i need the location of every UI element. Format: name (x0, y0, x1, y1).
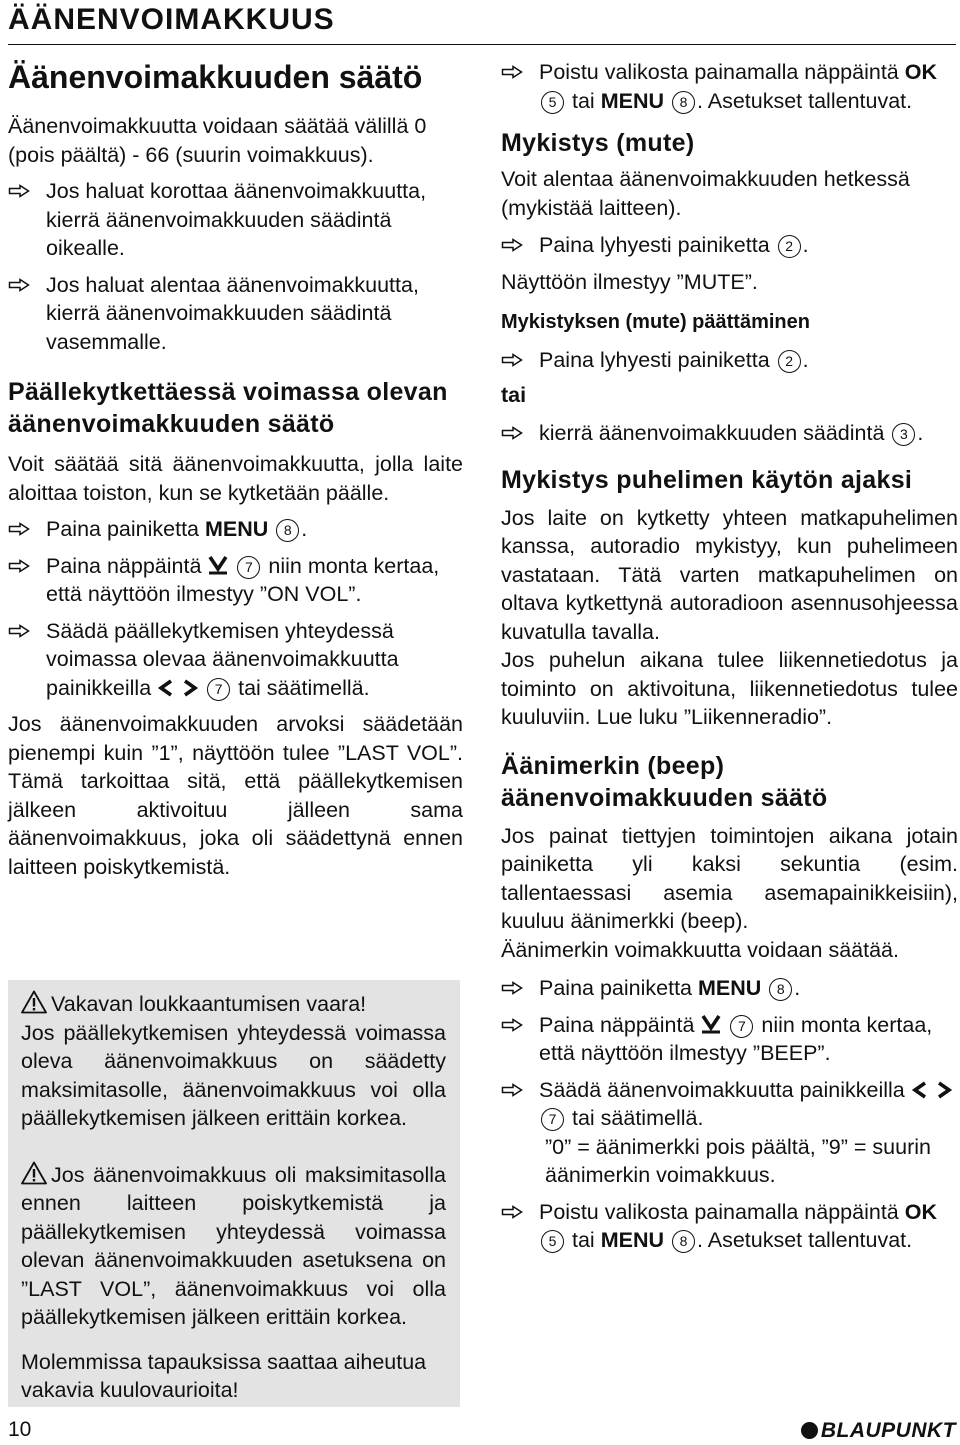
section-title-unmute: Mykistyksen (mute) päättäminen (501, 311, 810, 333)
step-text: Jos haluat korottaa äänenvoimakkuutta, kierrä äänenvoimakkuuden säädintä oikealle. (46, 179, 427, 260)
arrow-left-right-keys-icon (157, 678, 199, 698)
warning-text-last-vol (21, 1161, 446, 1332)
warning-triangle-icon (21, 990, 47, 1014)
arrow-right-outline-icon (8, 624, 30, 638)
warning-heading (21, 990, 446, 1019)
step-text: . (301, 517, 308, 541)
arrow-left-right-keys-icon (911, 1080, 953, 1100)
step-text: . (802, 348, 809, 372)
volume-range-intro: Äänenvoimakkuutta voidaan säätää välillä 0 (pois päältä) - 66 (suurin voimakkuus). (8, 114, 427, 167)
step-text: Paina lyhyesti painiketta (539, 348, 770, 372)
menu-key-label: MENU (697, 976, 762, 1000)
mute-display-text: Näyttöön ilmestyy ”MUTE”. (501, 269, 758, 294)
step-text: niin monta kertaa, että näyttöön ilmestyy ”BEEP”. (539, 1012, 933, 1065)
brand-name: BLAUPUNKT (820, 1419, 956, 1442)
phone-traffic-text: Jos puhelun aikana tulee liikennetiedotus ja toiminto on aktivoituna, liikennetiedotus tulee kuuluviin. Lue luku ”Liikenneradio”. (501, 648, 958, 729)
page-number: 10 (8, 1418, 32, 1441)
step-text: tai säätimellä. (238, 675, 370, 700)
step-text: Säädä päällekytkemisen yhteydessä voimassa olevaa äänenvoimakkuutta painikkeilla (46, 618, 399, 700)
key-number-badge: 5 (541, 1230, 564, 1253)
phone-mute-text: Jos laite on kytketty yhteen matkapuhelimen kanssa, autoradio mykistyy, kun puhelimeen vastataan. Tätä varten matkapuhelimen on oltava kytkettynä autoradioon asennusohjeessa kuvatulla tavalla. (501, 505, 958, 644)
key-number-badge: 5 (541, 91, 564, 114)
step-press-menu (8, 515, 463, 544)
beep-intro: Jos painat tiettyjen toimintojen aikana jotain painiketta yli kaksi sekuntia (esim. tallentaessasi asemia asemapainikkeisiin), kuuluu äänimerkki (beep). (501, 823, 958, 933)
step-text: Paina painiketta (539, 976, 692, 1000)
warning-text-max-level: Jos päällekytkemisen yhteydessä voimassa oleva äänenvoimakkuus on säädetty maksimitasolle, äänenvoimakkuus voi olla päällekytkemisen jälkeen erittäin korkea. (21, 1020, 446, 1130)
step-increase-volume (8, 177, 463, 263)
step-text: . (917, 421, 924, 445)
step-text: Paina näppäintä (46, 553, 202, 578)
mute-intro: Voit alentaa äänenvoimakkuuden hetkessä (mykistää laitteen). (501, 167, 910, 220)
step-beep-press-menu (501, 974, 958, 1003)
arrow-down-key-icon (207, 554, 229, 576)
warning-title: Vakavan loukkaantumisen vaara! (51, 992, 367, 1016)
step-text: . (794, 976, 801, 1000)
step-text: . Asetukset tallentuvat. (696, 88, 913, 113)
arrow-right-outline-icon (8, 559, 30, 573)
arrow-right-outline-icon (8, 184, 30, 198)
step-press-unmute (501, 346, 958, 375)
key-number-badge: 8 (672, 91, 695, 114)
menu-key-label: MENU (600, 88, 664, 113)
warning-text-hearing-damage: Molemmissa tapauksissa saattaa aiheutua vakavia kuulovaurioita! (21, 1349, 427, 1402)
power-on-volume-intro: Voit säätää sitä äänenvoimakkuutta, jolla laite aloittaa toiston, kun se kytketään päälle. (8, 452, 463, 505)
arrow-right-outline-icon (501, 1018, 523, 1032)
arrow-right-outline-icon (501, 238, 523, 252)
step-press-mute (501, 231, 958, 260)
step-text: kierrä äänenvoimakkuuden säädintä (539, 421, 885, 445)
section-title-power-on-volume: Päällekytkettäessä voimassa olevan äänenvoimakkuuden säätö (8, 378, 448, 438)
key-number-badge: 7 (207, 678, 230, 701)
ok-key-label: OK (904, 60, 937, 84)
arrow-right-outline-icon (8, 522, 30, 536)
section-title-volume-adjust: Äänenvoimakkuuden säätö (8, 59, 423, 95)
step-beep-exit-menu (501, 1198, 958, 1255)
step-text: tai (571, 88, 595, 113)
page-header-title: ÄÄNENVOIMAKKUUS (8, 3, 335, 36)
key-number-badge: 7 (237, 556, 260, 579)
step-exit-menu (501, 58, 958, 115)
step-text: Paina lyhyesti painiketta (539, 233, 770, 257)
arrow-right-outline-icon (8, 278, 30, 292)
or-label (501, 381, 958, 410)
step-text: Poistu valikosta painamalla näppäintä (539, 60, 899, 84)
key-number-badge: 3 (892, 423, 915, 446)
brand-logo (801, 1417, 956, 1445)
arrow-down-key-icon (700, 1013, 722, 1035)
arrow-right-outline-icon (501, 981, 523, 995)
arrow-right-outline-icon (501, 353, 523, 367)
step-turn-volume-knob (501, 419, 958, 448)
step-decrease-volume (8, 271, 463, 357)
key-number-badge: 2 (778, 235, 801, 258)
warning-box (8, 980, 460, 1407)
menu-key-label: MENU (600, 1228, 664, 1252)
step-text: Poistu valikosta painamalla näppäintä (539, 1199, 899, 1224)
warning-triangle-icon (21, 1161, 47, 1185)
last-vol-explanation: Jos äänenvoimakkuuden arvoksi säädetään pienempi kuin ”1”, näyttöön tulee ”LAST VOL”. Tämä tarkoittaa sitä, että päällekytkemisen jälkeen aktivoituu jälleen sama äänenvoimakkuus, joka oli säädettynä ennen laitteen poiskytkemistä. (8, 712, 463, 879)
left-column (8, 56, 463, 881)
key-number-badge: 2 (778, 350, 801, 373)
section-title-mute: Mykistys (mute) (501, 129, 695, 157)
step-press-down-key (8, 552, 463, 609)
arrow-right-outline-icon (501, 65, 523, 79)
key-number-badge: 8 (769, 978, 792, 1001)
header-divider (8, 44, 956, 45)
arrow-right-outline-icon (501, 1083, 523, 1097)
ok-key-label: OK (904, 1199, 937, 1224)
or-text: tai (501, 382, 527, 407)
menu-key-label: MENU (204, 517, 269, 541)
key-number-badge: 7 (541, 1108, 564, 1131)
beep-range-note: ”0” = äänimerkki pois päältä, ”9” = suurin äänimerkin voimakkuus. (545, 1134, 931, 1187)
step-text: Säädä äänenvoimakkuutta painikkeilla (539, 1077, 905, 1102)
step-text: Paina painiketta (46, 517, 199, 541)
step-text: tai säätimellä. (571, 1106, 704, 1130)
beep-adjustable-text: Äänimerkin voimakkuutta voidaan säätää. (501, 937, 899, 962)
warning-text: Jos äänenvoimakkuus oli maksimitasolla ennen laitteen poiskytkemistä ja päällekytkemisen yhteydessä voimassa olevan äänenvoimakkuuden asetuksena on ”LAST VOL”, äänenvoimakkuus voi olla päällekytkemisen jälkeen erittäin korkea. (21, 1162, 446, 1329)
step-adjust-power-on-volume (8, 617, 463, 703)
key-number-badge: 8 (672, 1230, 695, 1253)
step-beep-adjust (501, 1076, 958, 1190)
step-text: tai (571, 1228, 595, 1252)
step-text: niin monta kertaa, että näyttöön ilmestyy ”ON VOL”. (46, 553, 440, 606)
arrow-right-outline-icon (501, 1205, 523, 1219)
step-text: Paina näppäintä (539, 1012, 695, 1037)
step-text: Jos haluat alentaa äänenvoimakkuutta, kierrä äänenvoimakkuuden säädintä vasemmalle. (46, 272, 419, 354)
step-beep-press-down-key (501, 1011, 958, 1068)
brand-dot-icon (801, 1422, 818, 1439)
step-text: . (802, 233, 809, 257)
step-text: . Asetukset tallentuvat. (696, 1228, 913, 1252)
section-title-phone-mute: Mykistys puhelimen käytön ajaksi (501, 465, 913, 494)
right-column (501, 58, 958, 1255)
section-title-beep-volume: Äänimerkin (beep) äänenvoimakkuuden säätö (501, 751, 828, 812)
arrow-right-outline-icon (501, 426, 523, 440)
key-number-badge: 8 (276, 519, 299, 542)
key-number-badge: 7 (730, 1015, 753, 1038)
